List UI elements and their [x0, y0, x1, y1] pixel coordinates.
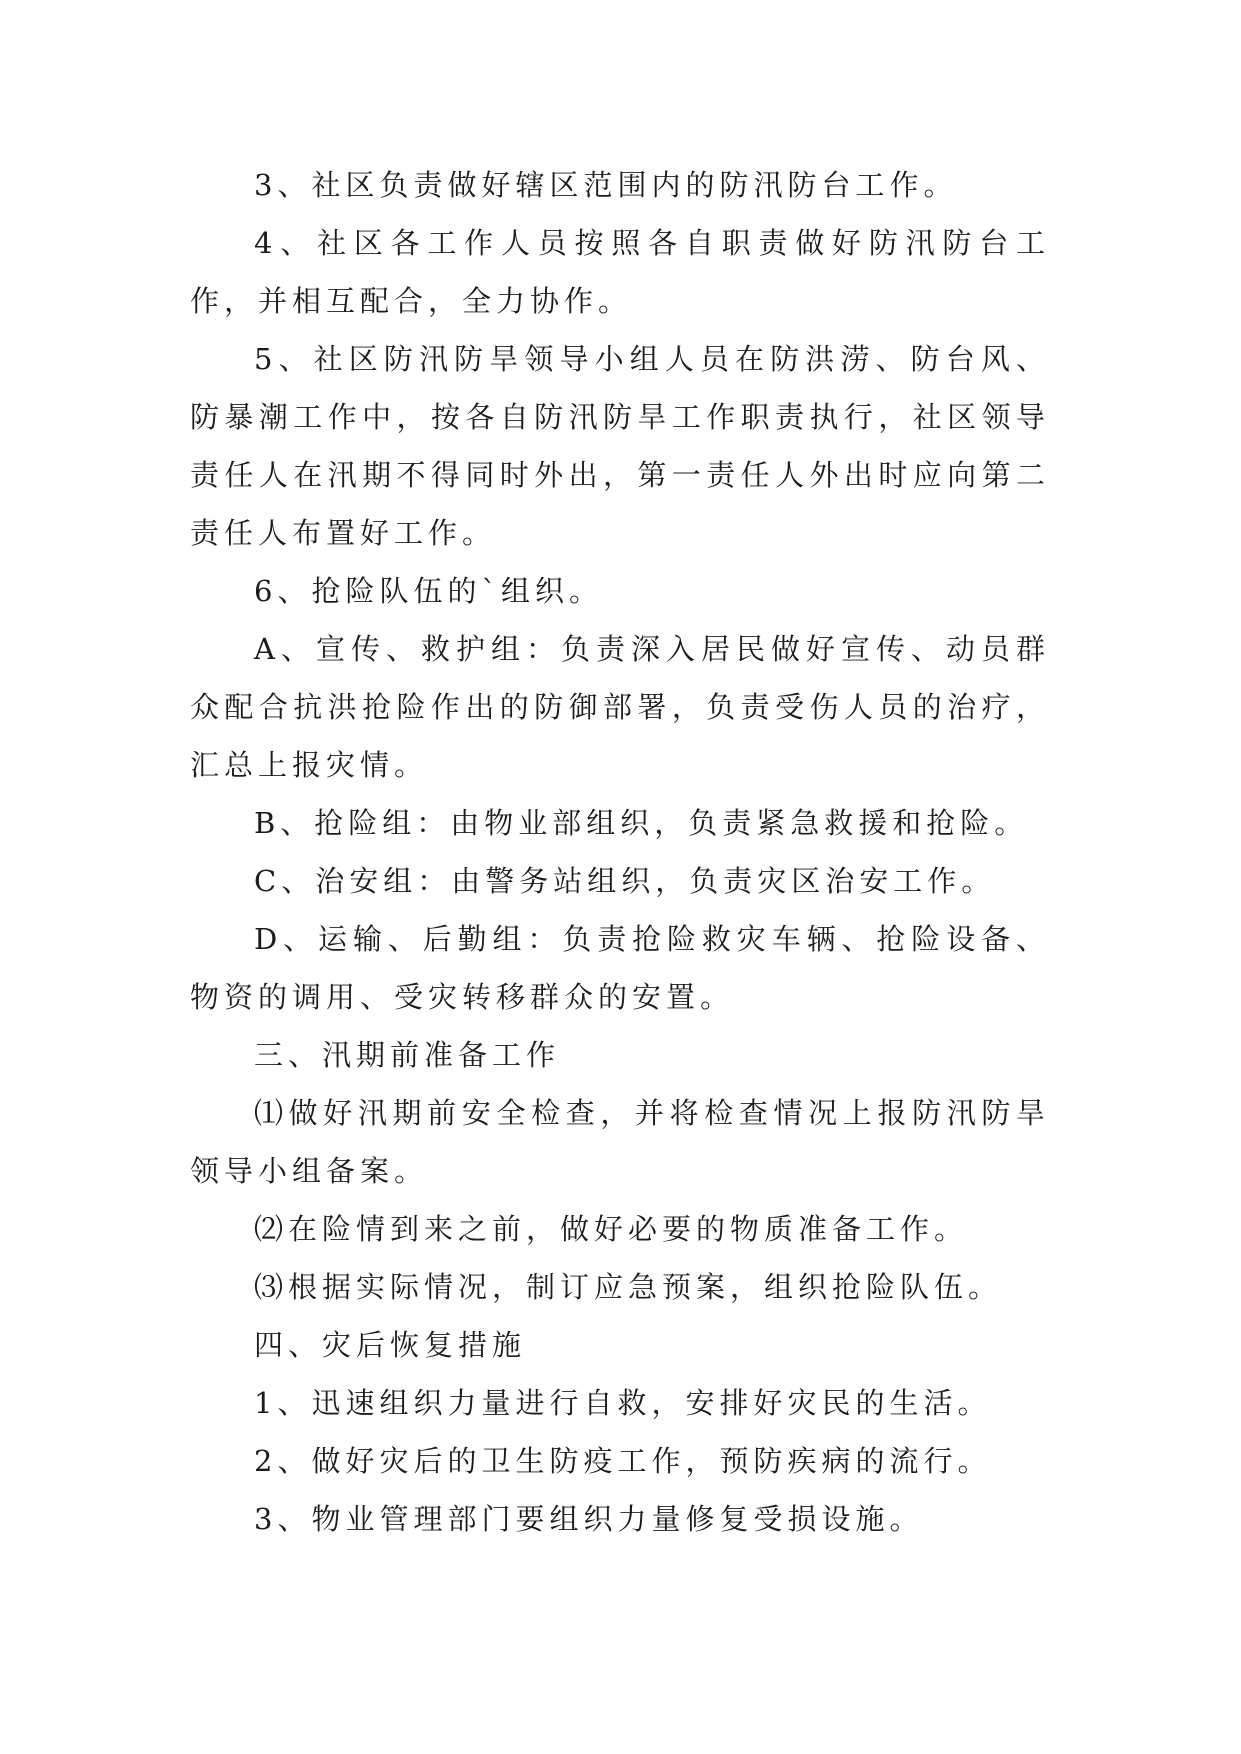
paragraph-prep-3: ⑶根据实际情况，制订应急预案，组织抢险队伍。	[254, 1270, 1003, 1304]
paragraph-staff-duty: 4、社区各工作人员按照各自职责做好防汛防台工作，并相互配合，全力协作。	[190, 226, 1050, 318]
document-body	[190, 156, 1050, 1548]
section-heading-recovery: 四、灾后恢复措施	[254, 1328, 527, 1362]
paragraph-leadership-group: 5、社区防汛防旱领导小组人员在防洪涝、防台风、防暴潮工作中，按各自防汛防旱工作职责执行，社区领导责任人在汛期不得同时外出，第一责任人外出时应向第二责任人布置好工作。	[190, 342, 1050, 550]
paragraph-recovery-3: 3、物业管理部门要组织力量修复受损设施。	[254, 1502, 924, 1536]
paragraph-group-a: A、宣传、救护组：负责深入居民做好宣传、动员群众配合抗洪抢险作出的防御部署，负责受伤人员的治疗，汇总上报灾情。	[190, 632, 1050, 782]
paragraph-recovery-2: 2、做好灾后的卫生防疫工作，预防疾病的流行。	[254, 1444, 992, 1478]
paragraph-rescue-team-org: 6、抢险队伍的`组织。	[254, 574, 603, 608]
paragraph-community-duty: 3、社区负责做好辖区范围内的防汛防台工作。	[254, 168, 958, 202]
section-heading-preparation: 三、汛期前准备工作	[254, 1038, 561, 1072]
paragraph-group-b: B、抢险组：由物业部组织，负责紧急救援和抢险。	[254, 806, 1029, 840]
paragraph-group-d: D、运输、后勤组：负责抢险救灾车辆、抢险设备、物资的调用、受灾转移群众的安置。	[190, 922, 1050, 1014]
paragraph-prep-2: ⑵在险情到来之前，做好必要的物质准备工作。	[254, 1212, 969, 1246]
paragraph-prep-1: ⑴做好汛期前安全检查，并将检查情况上报防汛防旱领导小组备案。	[190, 1096, 1050, 1188]
paragraph-group-c: C、治安组：由警务站组织，负责灾区治安工作。	[254, 864, 996, 898]
paragraph-recovery-1: 1、迅速组织力量进行自救，安排好灾民的生活。	[254, 1386, 992, 1420]
